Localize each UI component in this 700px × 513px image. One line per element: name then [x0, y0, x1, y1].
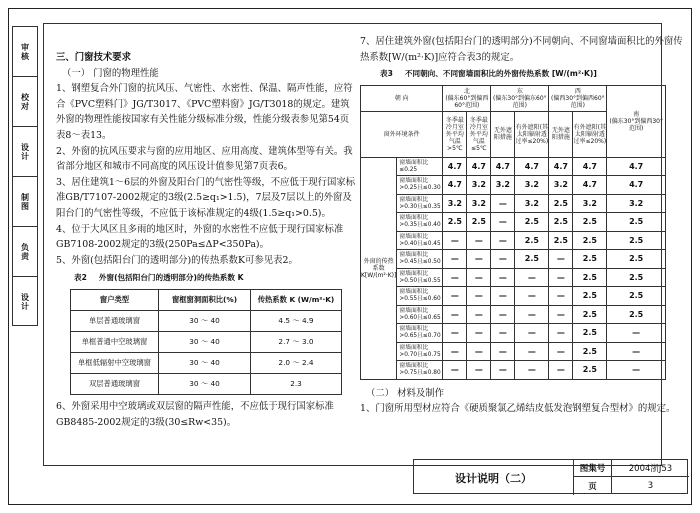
value-cell: 4.7	[443, 176, 467, 195]
value-cell: 3.2	[467, 176, 491, 195]
value-cell: 4.7	[573, 176, 607, 195]
drawing-title: 设计说明（二）	[414, 460, 574, 495]
env-header: 有外遮阳(其太阳辐射透过率≤20%)	[573, 111, 607, 157]
value-cell: —	[549, 305, 573, 324]
value-cell: —	[467, 231, 491, 250]
value-cell: 2.5	[573, 287, 607, 306]
header-label: 南	[633, 110, 640, 118]
column-header: 窗框窗洞面积比(%)	[159, 289, 251, 310]
table-row	[361, 268, 666, 287]
condition-cell: 窗墙面积比>0.25且≤0.30	[397, 176, 443, 195]
table-row	[361, 176, 666, 195]
column-header-west	[549, 85, 607, 111]
value-cell: —	[443, 361, 467, 380]
row-group-label: 外窗的传热系数K[W/(m²·K)]	[361, 157, 397, 379]
value-cell: 2.5	[573, 324, 607, 343]
condition-cell: 窗墙面积比≤0.25	[397, 157, 443, 176]
table-cell: 30 ～ 40	[159, 310, 251, 331]
value-cell: 2.5	[607, 250, 666, 269]
condition-cell: 窗墙面积比>0.65且≤0.70	[397, 324, 443, 343]
strip-label: 制图	[20, 192, 30, 211]
value-cell: —	[467, 324, 491, 343]
value-cell: —	[515, 305, 549, 324]
value-cell: —	[443, 305, 467, 324]
table-header-row	[71, 289, 342, 310]
table-cell: 4.5 ～ 4.9	[251, 310, 342, 331]
table-cell: 30 ～ 40	[159, 352, 251, 373]
value-cell: —	[443, 250, 467, 269]
paragraph-7: 7、居住建筑外窗(包括阳台门的透明部分)不同朝向、不同窗墙面积比的外窗传热系数[W/(m²·K)]应符合表3的规定。	[360, 36, 683, 63]
value-cell: 2.5	[573, 342, 607, 361]
env-header: 无外遮阳措施	[549, 111, 573, 157]
value-cell: —	[491, 213, 515, 232]
value-cell: 2.5	[573, 231, 607, 250]
caption-text: 不同朝向、不同窗墙面积比的外窗传热系数 [W/(m²·K)]	[404, 69, 597, 79]
condition-cell: 窗墙面积比>0.75且≤0.80	[397, 361, 443, 380]
value-cell: 4.7	[491, 157, 515, 176]
condition-cell: 窗墙面积比>0.60且≤0.65	[397, 305, 443, 324]
header-label: 北	[463, 87, 470, 95]
header-sublabel: (偏东60°到偏西60°范围)	[445, 94, 489, 109]
table-2	[70, 289, 342, 395]
value-cell: —	[549, 361, 573, 380]
column-header: 窗户类型	[71, 289, 159, 310]
table-row	[361, 361, 666, 380]
value-cell: —	[467, 305, 491, 324]
caption-text: 外窗(包括阳台门的透明部分)的传热系数 K	[98, 273, 244, 283]
strip-cell	[13, 227, 37, 277]
strip-cell	[13, 27, 37, 77]
table-3	[360, 85, 666, 380]
value-cell: —	[515, 361, 549, 380]
table-row	[71, 331, 342, 352]
value-cell: —	[549, 268, 573, 287]
caption-number: 表3	[380, 69, 393, 79]
value-cell: 2.5	[467, 213, 491, 232]
table-row	[361, 157, 666, 176]
strip-label: 设计	[20, 293, 30, 311]
value-cell: 4.7	[515, 157, 549, 176]
atlas-label: 图集号	[574, 460, 612, 476]
value-cell: —	[515, 324, 549, 343]
table-row	[361, 213, 666, 232]
value-cell: —	[607, 361, 666, 380]
value-cell: —	[607, 324, 666, 343]
table-row	[361, 194, 666, 213]
column-header-north	[443, 85, 491, 111]
value-cell: 4.7	[467, 157, 491, 176]
header-label: 西	[574, 87, 581, 95]
value-cell: —	[467, 250, 491, 269]
table-row	[71, 352, 342, 373]
paragraph-5: 5、外窗(包括阳台门的透明部分)的传热系数K可参见表2。	[56, 254, 298, 266]
condition-cell: 窗墙面积比>0.55且≤0.60	[397, 287, 443, 306]
value-cell: —	[491, 324, 515, 343]
value-cell: 2.5	[573, 305, 607, 324]
value-cell: —	[549, 342, 573, 361]
env-header: 有外遮阳(其太阳辐射透过率≤20%)	[515, 111, 549, 157]
table-cell: 单层普通玻璃窗	[71, 310, 159, 331]
value-cell: —	[491, 305, 515, 324]
strip-label: 审核	[20, 42, 30, 61]
table3-caption	[380, 66, 690, 82]
column-header: 朝 向	[361, 85, 443, 111]
strip-cell	[13, 77, 37, 127]
value-cell: 3.2	[443, 194, 467, 213]
caption-number: 表2	[74, 273, 87, 283]
column-header-east	[491, 85, 549, 111]
strip-cell	[13, 277, 37, 327]
table-cell: 30 ～ 40	[159, 373, 251, 394]
paragraph-6: 6、外窗采用中空玻璃或双层窗的隔声性能，不应低于现行国家标准GB8485-2002规定的3级(30≤Rw<35)。	[56, 400, 334, 428]
value-cell: —	[491, 194, 515, 213]
condition-cell: 窗墙面积比>0.45且≤0.50	[397, 250, 443, 269]
value-cell: —	[515, 268, 549, 287]
column-header-south	[607, 85, 666, 157]
header-label: 东	[516, 87, 523, 95]
condition-cell: 窗墙面积比>0.40且≤0.45	[397, 231, 443, 250]
page-row	[574, 477, 689, 494]
value-cell: —	[467, 342, 491, 361]
table-cell: 双层普通玻璃窗	[71, 373, 159, 394]
value-cell: 4.7	[443, 157, 467, 176]
table-row	[361, 305, 666, 324]
header-sublabel: (偏西30°到偏西60°范围)	[551, 94, 605, 109]
value-cell: —	[491, 250, 515, 269]
value-cell: 3.2	[515, 176, 549, 195]
value-cell: 2.5	[515, 213, 549, 232]
value-cell: —	[443, 342, 467, 361]
value-cell: 2.5	[549, 194, 573, 213]
table-cell: 2.7 ～ 3.0	[251, 331, 342, 352]
value-cell: —	[467, 268, 491, 287]
table-header-row	[361, 85, 666, 111]
right-column	[360, 34, 690, 417]
value-cell: 3.2	[491, 176, 515, 195]
value-cell: —	[491, 342, 515, 361]
value-cell: —	[491, 268, 515, 287]
value-cell: —	[549, 250, 573, 269]
value-cell: 2.5	[607, 213, 666, 232]
table-cell: 2.3	[251, 373, 342, 394]
value-cell: —	[515, 342, 549, 361]
page-value: 3	[647, 480, 654, 491]
table-row	[361, 342, 666, 361]
paragraph-1: 1、钢塑复合外门窗的抗风压、气密性、水密性、保温、隔声性能，应符合《PVC塑料门》JG/T3017、《PVC塑料窗》JG/T3018的规定。建筑外窗的物理性能按国家有关性能分级标准分级，性能分级表参见第54页表8～表13。	[56, 83, 353, 141]
value-cell: —	[467, 361, 491, 380]
value-cell: —	[443, 287, 467, 306]
value-cell: —	[549, 287, 573, 306]
table-row	[361, 250, 666, 269]
env-header: 冬季最冷月室外平均气温>5℃	[443, 111, 467, 157]
paragraph-8: 1、门窗所用型材应符合《硬质聚氯乙烯结皮低发泡钢塑复合型材》的规定。	[360, 403, 676, 415]
value-cell: 2.5	[607, 305, 666, 324]
strip-label: 设计	[20, 142, 30, 161]
table-cell: 单框普通中空玻璃窗	[71, 331, 159, 352]
value-cell: —	[443, 231, 467, 250]
subsection-title: （一） 门窗的物理性能	[62, 67, 159, 79]
value-cell: —	[443, 268, 467, 287]
column-header: 传热系数 K (W/m²·K)	[251, 289, 342, 310]
value-cell: —	[491, 287, 515, 306]
paragraph-2: 2、外窗的抗风压要求与窗的应用地区、应用高度、建筑体型等有关。我省部分地区和城市不同高度的风压设计值参见第7页表6。	[56, 145, 353, 173]
value-cell: 3.2	[467, 194, 491, 213]
table2-caption	[74, 270, 356, 286]
header-sublabel: (偏东30°到偏西30°范围)	[609, 117, 663, 132]
value-cell: 3.2	[573, 194, 607, 213]
left-column	[56, 50, 356, 430]
strip-cell	[13, 127, 37, 177]
strip-cell	[13, 177, 37, 227]
value-cell: 2.5	[573, 268, 607, 287]
value-cell: 2.5	[549, 231, 573, 250]
value-cell: 2.5	[573, 250, 607, 269]
condition-cell: 窗墙面积比>0.35且≤0.40	[397, 213, 443, 232]
table-cell: 2.0 ～ 2.4	[251, 352, 342, 373]
value-cell: 2.5	[573, 361, 607, 380]
value-cell: —	[491, 361, 515, 380]
value-cell: 2.5	[515, 250, 549, 269]
value-cell: 2.5	[443, 213, 467, 232]
strip-label: 校对	[20, 92, 30, 111]
table-row	[361, 324, 666, 343]
section-title: 三、门窗技术要求	[56, 52, 132, 63]
value-cell: —	[467, 287, 491, 306]
strip-label: 负责	[20, 242, 30, 261]
value-cell: 2.5	[515, 231, 549, 250]
table-row	[361, 287, 666, 306]
sign-strip	[12, 26, 38, 326]
value-cell: 3.2	[515, 194, 549, 213]
value-cell: —	[607, 342, 666, 361]
value-cell: 2.5	[549, 213, 573, 232]
value-cell: 4.7	[549, 157, 573, 176]
condition-cell: 窗墙面积比>0.70且≤0.75	[397, 342, 443, 361]
paragraph-4: 4、位于大风区且多雨的地区时，外窗的水密性不应低于现行国家标准GB7108-2002规定的3级(250Pa≤ΔP<350Pa)。	[56, 223, 344, 251]
value-cell: 4.7	[573, 157, 607, 176]
value-cell: 3.2	[549, 176, 573, 195]
value-cell: —	[549, 324, 573, 343]
table-row	[71, 373, 342, 394]
condition-cell: 窗墙面积比>0.30且≤0.35	[397, 194, 443, 213]
table-row	[361, 231, 666, 250]
value-cell: 2.5	[573, 213, 607, 232]
table-cell: 单框低辐射中空玻璃窗	[71, 352, 159, 373]
header-sublabel: (偏东30°到偏东60°范围)	[493, 94, 547, 109]
column-header: 窗外环境条件	[361, 111, 443, 157]
paragraph-3: 3、居住建筑1～6层的外窗及阳台门的气密性等级，不应低于现行国家标准GB/T7107-2002规定的3级(2.5≥q₁>1.5)，7层及7层以上的外窗及阳台门的气密性等级，不应低于该标准规定的4级(1.5≥q₁>0.5)。	[56, 176, 356, 219]
subsection-title-2: （二） 材料及制作	[366, 387, 444, 399]
page-label: 页	[574, 477, 612, 494]
value-cell: 2.5	[607, 231, 666, 250]
value-cell: —	[443, 324, 467, 343]
value-cell: 4.7	[607, 176, 666, 195]
table-cell: 30 ～ 40	[159, 331, 251, 352]
value-cell: —	[515, 287, 549, 306]
value-cell: 3.2	[607, 194, 666, 213]
condition-cell: 窗墙面积比>0.50且≤0.55	[397, 268, 443, 287]
value-cell: 2.5	[607, 287, 666, 306]
value-cell: 4.7	[607, 157, 666, 176]
env-header: 冬季最冷月室外平均气温≤5℃	[467, 111, 491, 157]
value-cell: 2.5	[607, 268, 666, 287]
table-row	[71, 310, 342, 331]
table3-body	[361, 157, 666, 379]
env-header: 无外遮阳措施	[491, 111, 515, 157]
atlas-value: 2004浙J53	[628, 464, 673, 474]
value-cell: —	[491, 231, 515, 250]
title-block	[413, 459, 688, 494]
atlas-number-row	[574, 460, 689, 477]
